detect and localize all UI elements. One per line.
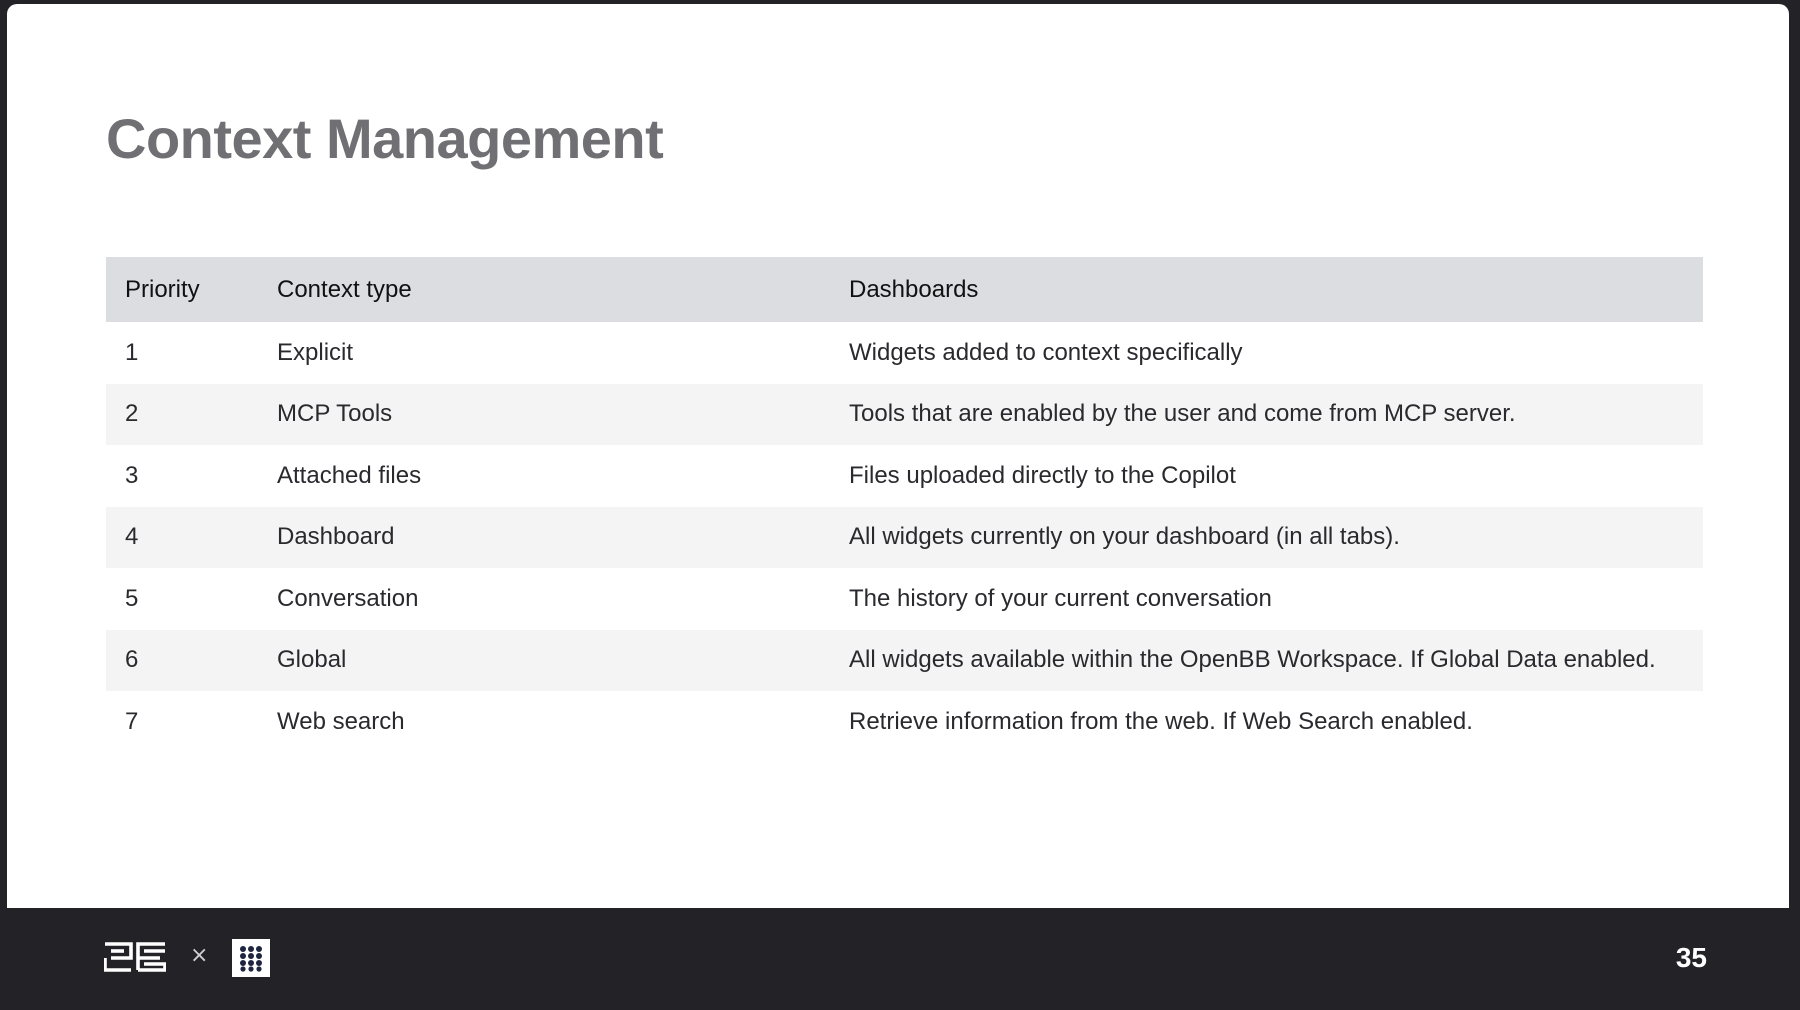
column-header-priority: Priority [125, 275, 200, 303]
priority-cell: 6 [125, 646, 139, 674]
description-cell: All widgets currently on your dashboard (in all tabs). [849, 523, 1400, 551]
context-type-cell: Dashboard [277, 523, 395, 551]
table-row [106, 630, 1703, 692]
table-row [106, 322, 1703, 384]
slide-footer [0, 908, 1800, 1010]
column-header-context-type: Context type [277, 275, 412, 303]
brand-logo-icon [104, 941, 166, 973]
context-type-cell: Web search [277, 707, 405, 735]
description-cell: Tools that are enabled by the user and come from MCP server. [849, 400, 1516, 428]
description-cell: Widgets added to context specifically [849, 338, 1243, 366]
table-row [106, 691, 1703, 753]
description-cell: Retrieve information from the web. If Web Search enabled. [849, 707, 1473, 735]
priority-cell: 3 [125, 461, 139, 489]
priority-cell: 1 [125, 338, 139, 366]
priority-cell: 7 [125, 707, 139, 735]
page-number: 35 [1675, 942, 1707, 973]
collaboration-separator: × [190, 943, 209, 968]
table-row [106, 507, 1703, 569]
context-type-cell: Conversation [277, 584, 419, 612]
priority-cell: 5 [125, 584, 139, 612]
column-header-dashboards: Dashboards [849, 275, 979, 303]
priority-cell: 2 [125, 400, 139, 428]
context-priority-table [106, 257, 1703, 753]
description-cell: Files uploaded directly to the Copilot [849, 461, 1236, 489]
description-cell: All widgets available within the OpenBB Workspace. If Global Data enabled. [849, 646, 1656, 674]
context-type-cell: Global [277, 646, 347, 674]
table-row [106, 445, 1703, 507]
context-type-cell: Attached files [277, 461, 422, 489]
context-type-cell: MCP Tools [277, 400, 393, 428]
priority-cell: 4 [125, 523, 139, 551]
table-row [106, 568, 1703, 630]
slide [7, 4, 1789, 908]
slide-title: Context Management [106, 107, 664, 170]
table-header-row [106, 257, 1703, 322]
table-row [106, 384, 1703, 446]
description-cell: The history of your current conversation [849, 584, 1272, 612]
dot-grid-logo-icon [232, 939, 270, 977]
context-type-cell: Explicit [277, 338, 354, 366]
